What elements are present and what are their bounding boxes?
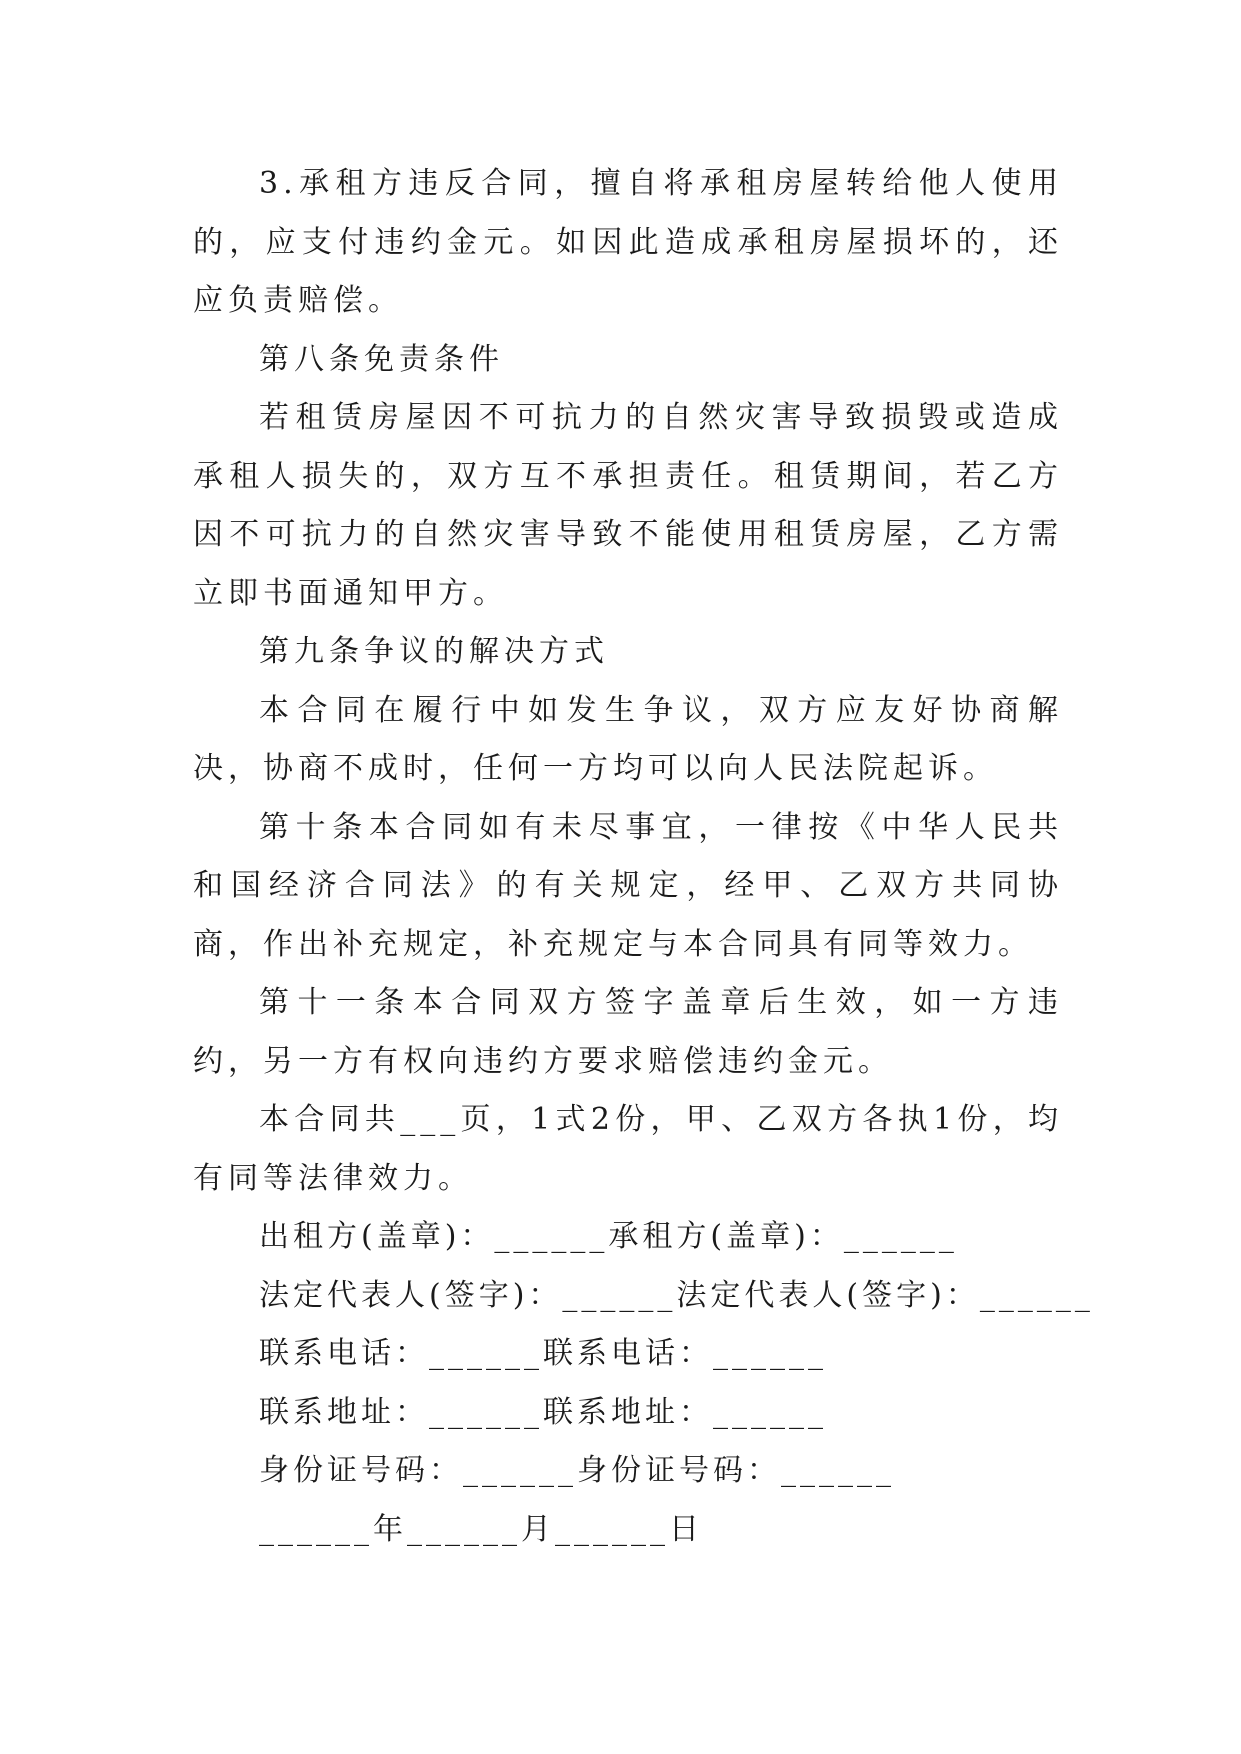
- clause-8-heading: 第八条免责条件: [259, 341, 504, 377]
- document-body: [193, 155, 1094, 1559]
- clause-7-item-3: 3.承租方违反合同，擅自将承租房屋转给他人使用的，应支付违约金元。如因此造成承租房屋损坏的，还应负责赔偿。: [193, 166, 1063, 318]
- signature-seal-line: 出租方(盖章)：______承租方(盖章)：______: [259, 1219, 958, 1254]
- clause-11-text: 第十一条本合同双方签字盖章后生效，如一方违约，另一方有权向违约方要求赔偿违约金元。: [193, 985, 1063, 1079]
- clause-8-text: 若租赁房屋因不可抗力的自然灾害导致损毁或造成承租人损失的，双方互不承担责任。租赁期间，若乙方因不可抗力的自然灾害导致不能使用租赁房屋，乙方需立即书面通知甲方。: [193, 400, 1063, 611]
- clause-9-heading: 第九条争议的解决方式: [259, 634, 609, 669]
- clause-10-text: 第十条本合同如有未尽事宜，一律按《中华人民共和国经济合同法》的有关规定，经甲、乙双方共同协商，作出补充规定，补充规定与本合同具有同等效力。: [193, 809, 1063, 962]
- copies-note: 本合同共___页，1式2份，甲、乙双方各执1份，均有同等法律效力。: [193, 1102, 1063, 1196]
- signature-id-line: 身份证号码：______身份证号码：______: [259, 1453, 895, 1488]
- signature-phone-line: 联系电话：______联系电话：______: [259, 1336, 827, 1371]
- signature-address-line: 联系地址：______联系地址：______: [259, 1394, 827, 1430]
- clause-9-text: 本合同在履行中如发生争议，双方应友好协商解决，协商不成时，任何一方均可以向人民法院起诉。: [193, 692, 1063, 786]
- signature-representative-line: 法定代表人(签字)：______法定代表人(签字)：______: [259, 1277, 1094, 1313]
- signature-date-line: ______年______月______日: [259, 1511, 703, 1547]
